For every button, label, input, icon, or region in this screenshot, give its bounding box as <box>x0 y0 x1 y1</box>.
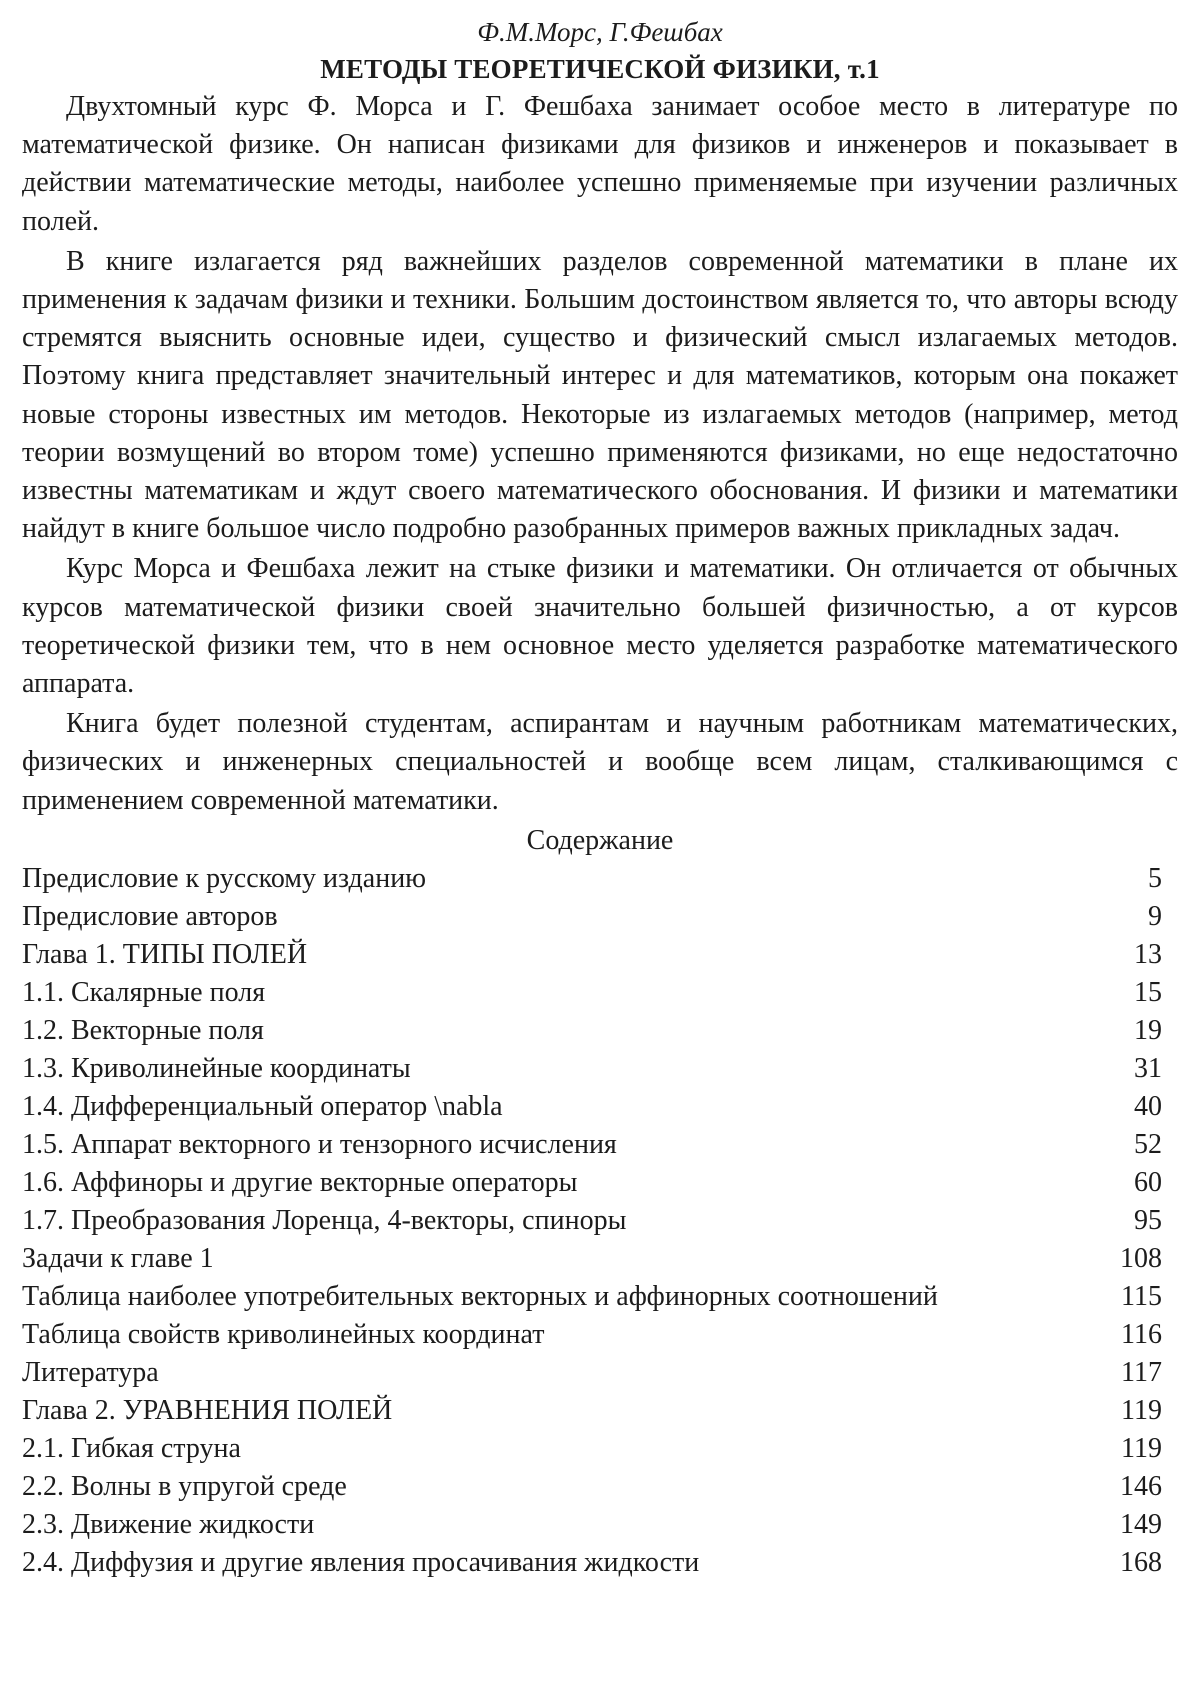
toc-entry-title: 1.5. Аппарат векторного и тензорного исчисления <box>22 1126 1072 1164</box>
toc-entry-title: Таблица наиболее употребительных векторных и аффинорных соотношений <box>22 1278 1072 1316</box>
toc-entry-title: Предисловие к русскому изданию <box>22 860 1072 898</box>
toc-entry <box>22 860 1178 898</box>
toc-entry-page: 149 <box>1072 1506 1178 1544</box>
toc-entry <box>22 1506 1178 1544</box>
toc-entry-title: Литература <box>22 1354 1072 1392</box>
toc-entry-page: 9 <box>1072 898 1178 936</box>
toc-entry-title: 2.1. Гибкая струна <box>22 1430 1072 1468</box>
toc-entry-title: 1.3. Криволинейные координаты <box>22 1050 1072 1088</box>
toc-entry-title: 1.1. Скалярные поля <box>22 974 1072 1012</box>
toc-entry <box>22 974 1178 1012</box>
toc-entry-title: 1.7. Преобразования Лоренца, 4-векторы, спиноры <box>22 1202 1072 1240</box>
toc-entry-title: 1.6. Аффиноры и другие векторные операторы <box>22 1164 1072 1202</box>
toc-entry-title: Таблица свойств криволинейных координат <box>22 1316 1072 1354</box>
toc-entry-title: 2.3. Движение жидкости <box>22 1506 1072 1544</box>
toc-entry-title: 1.4. Дифференциальный оператор \nabla <box>22 1088 1072 1126</box>
toc-entry <box>22 1392 1178 1430</box>
toc-entry-page: 168 <box>1072 1544 1178 1582</box>
toc-entry-title: Глава 1. ТИПЫ ПОЛЕЙ <box>22 936 1072 974</box>
toc-entry <box>22 1050 1178 1088</box>
toc-entry <box>22 1278 1178 1316</box>
toc-entry-title: 2.4. Диффузия и другие явления просачивания жидкости <box>22 1544 1072 1582</box>
annotation-paragraph-2: В книге излагается ряд важнейших разделов современной математики в плане их применения к задачам физики и техники. Большим достоинством является то, что авторы всюду стремятся выяснить основные идеи, существо и физический смысл излагаемых методов. Поэтому книга представляет значительный интерес и для математиков, которым она покажет новые стороны известных им методов. Некоторые из излагаемых методов (например, метод теории возмущений во втором томе) успешно применяются физиками, но еще недостаточно известны математикам и ждут своего математического обоснования. И физики и математики найдут в книге большое число подробно разобранных примеров важных прикладных задач. <box>22 243 1178 549</box>
toc-entry-page: 5 <box>1072 860 1178 898</box>
toc-entry-page: 19 <box>1072 1012 1178 1050</box>
annotation-paragraph-4: Книга будет полезной студентам, аспирантам и научным работникам математических, физических и инженерных специальностей и вообще всем лицам, сталкивающимся с применением современной математики. <box>22 705 1178 820</box>
toc-entry-title: Глава 2. УРАВНЕНИЯ ПОЛЕЙ <box>22 1392 1072 1430</box>
document-page <box>22 14 1178 1582</box>
toc-entry-page: 52 <box>1072 1126 1178 1164</box>
book-authors: Ф.М.Морс, Г.Фешбах <box>22 14 1178 50</box>
toc-entry <box>22 898 1178 936</box>
toc-entry-page: 60 <box>1072 1164 1178 1202</box>
toc-entry <box>22 1088 1178 1126</box>
toc-entry-page: 95 <box>1072 1202 1178 1240</box>
toc-entry-page: 115 <box>1072 1278 1178 1316</box>
toc-entry <box>22 1354 1178 1392</box>
toc-entry-page: 108 <box>1072 1240 1178 1278</box>
toc-entry <box>22 1468 1178 1506</box>
toc-entry <box>22 1430 1178 1468</box>
toc-entry <box>22 1012 1178 1050</box>
toc-entry-page: 40 <box>1072 1088 1178 1126</box>
table-of-contents <box>22 860 1178 1582</box>
toc-entry <box>22 936 1178 974</box>
book-title: МЕТОДЫ ТЕОРЕТИЧЕСКОЙ ФИЗИКИ, т.1 <box>22 50 1178 88</box>
contents-heading: Содержание <box>22 822 1178 860</box>
toc-entry-page: 116 <box>1072 1316 1178 1354</box>
toc-entry-page: 119 <box>1072 1392 1178 1430</box>
toc-entry-page: 117 <box>1072 1354 1178 1392</box>
toc-entry <box>22 1164 1178 1202</box>
toc-entry <box>22 1316 1178 1354</box>
toc-entry <box>22 1126 1178 1164</box>
toc-entry <box>22 1202 1178 1240</box>
toc-entry-title: Задачи к главе 1 <box>22 1240 1072 1278</box>
toc-entry <box>22 1240 1178 1278</box>
annotation-paragraph-1: Двухтомный курс Ф. Морса и Г. Фешбаха занимает особое место в литературе по математической физике. Он написан физиками для физиков и инженеров и показывает в действии математические методы, наиболее успешно применяемые при изучении различных полей. <box>22 88 1178 241</box>
toc-entry-page: 119 <box>1072 1430 1178 1468</box>
toc-entry-title: Предисловие авторов <box>22 898 1072 936</box>
toc-entry-page: 13 <box>1072 936 1178 974</box>
toc-entry <box>22 1544 1178 1582</box>
toc-entry-title: 1.2. Векторные поля <box>22 1012 1072 1050</box>
toc-entry-page: 15 <box>1072 974 1178 1012</box>
annotation-paragraph-3: Курс Морса и Фешбаха лежит на стыке физики и математики. Он отличается от обычных курсов математической физики своей значительно большей физичностью, а от курсов теоретической физики тем, что в нем основное место уделяется разработке математического аппарата. <box>22 550 1178 703</box>
toc-entry-page: 146 <box>1072 1468 1178 1506</box>
toc-entry-page: 31 <box>1072 1050 1178 1088</box>
toc-entry-title: 2.2. Волны в упругой среде <box>22 1468 1072 1506</box>
